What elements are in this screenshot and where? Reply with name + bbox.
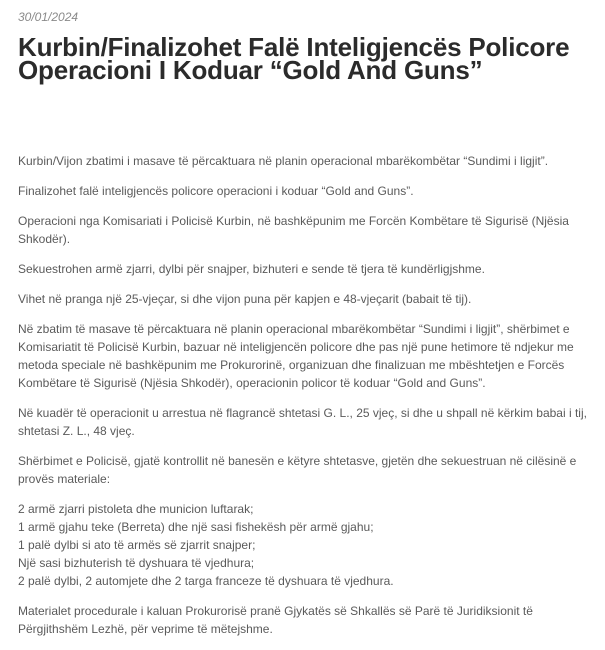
paragraph-3: Operacioni nga Komisariati i Policisë Kurbin, në bashkëpunim me Forcën Kombëtare të Sigurisë (Njësia Shkodër).	[18, 214, 569, 246]
paragraph-7: Në kuadër të operacionit u arrestua në flagrancë shtetasi G. L., 25 vjeç, si dhe u shpall në kërkim babai i tij, shtetasi Z. L., 48 vjeç.	[18, 406, 587, 438]
seized-item: Një sasi bizhuterish të dyshuara të vjedhura;	[18, 556, 255, 570]
paragraph-5: Vihet në pranga një 25-vjeçar, si dhe vijon puna për kapjen e 48-vjeçarit (babait të tij).	[18, 292, 472, 306]
article-body	[18, 152, 588, 650]
paragraph-8: Shërbimet e Policisë, gjatë kontrollit në banesën e këtyre shtetasve, gjetën dhe sekuestruan në cilësinë e provës materiale:	[18, 454, 577, 486]
publish-date: 30/01/2024	[18, 10, 79, 24]
seized-item: 2 armë zjarri pistoleta dhe municion luftarak;	[18, 502, 254, 516]
seized-item: 1 armë gjahu teke (Berreta) dhe një sasi fishekësh për armë gjahu;	[18, 520, 374, 534]
seized-item: 1 palë dylbi si ato të armës së zjarrit snajper;	[18, 538, 256, 552]
paragraph-2: Finalizohet falë inteligjencës policore operacioni i koduar “Gold and Guns”.	[18, 184, 414, 198]
paragraph-4: Sekuestrohen armë zjarri, dylbi për snajper, bizhuteri e sende të tjera të kundërligjshme.	[18, 262, 485, 276]
paragraph-6: Në zbatim të masave të përcaktuara në planin operacional mbarëkombëtar “Sundimi i ligjit”, shërbimet e Komisariatit të Policisë Kurbin, bazuar në inteligjencën policore dhe pas një pune hetimore të ndjekur me metoda speciale në bashkëpunim me Prokurorinë, organizuan dhe finalizuan me mbështetjen e Forcës Kombëtare të Sigurisë (Njësia Shkodër), operacionin policor të koduar “Gold and Guns”.	[18, 322, 574, 390]
article-title: Kurbin/Finalizohet Falë Inteligjencës Policore Operacioni I Koduar “Gold And Guns”	[18, 32, 570, 85]
seized-items-list	[18, 500, 588, 590]
paragraph-1: Kurbin/Vijon zbatimi i masave të përcaktuara në planin operacional mbarëkombëtar “Sundimi i ligjit”.	[18, 154, 549, 168]
closing-paragraph: Materialet procedurale i kaluan Prokurorisë pranë Gjykatës së Shkallës së Parë të Juridiksionit të Përgjithshëm Lezhë, për veprime të mëtejshme.	[18, 604, 533, 636]
seized-item: 2 palë dylbi, 2 automjete dhe 2 targa franceze të dyshuara të vjedhura.	[18, 574, 394, 588]
